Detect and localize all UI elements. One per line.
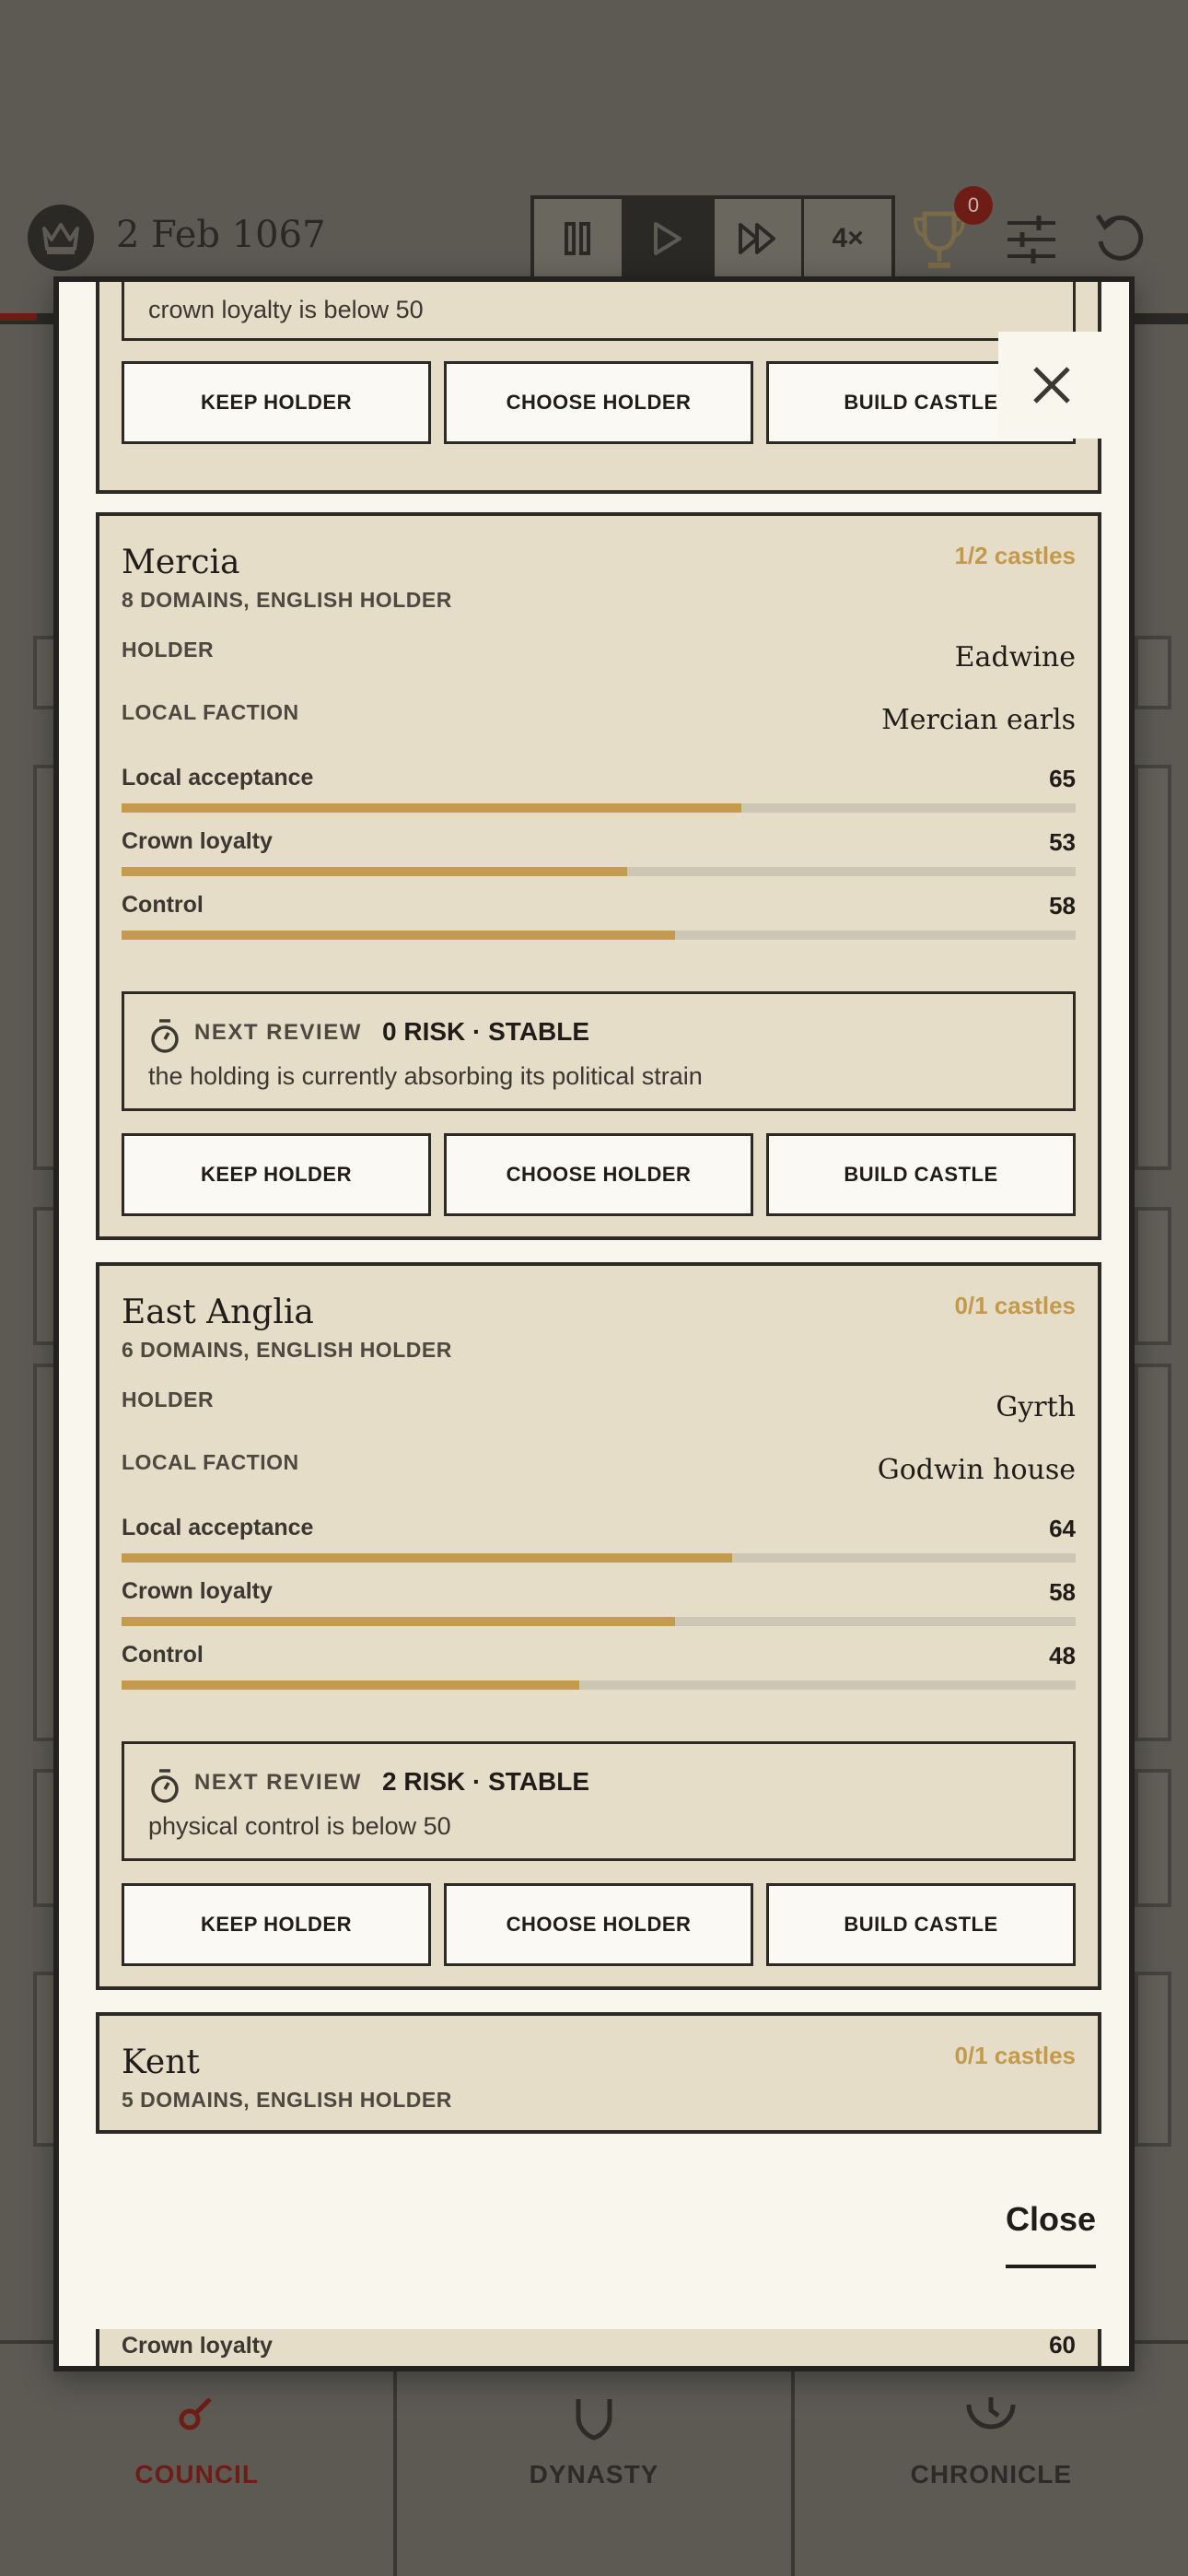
pause-icon: [564, 222, 591, 255]
holding-card-east-anglia: [96, 1262, 1101, 1990]
holding-card: [96, 282, 1101, 494]
holding-name: Kent: [122, 2043, 200, 2081]
local-acceptance-bar: [122, 1553, 1076, 1563]
speed-controls: [530, 195, 895, 282]
clock-icon: [963, 2395, 1019, 2441]
meter-label: Control: [122, 1642, 204, 1668]
meter-value: 65: [1049, 765, 1076, 792]
achievements-badge: 0: [954, 186, 993, 225]
review-panel: [122, 991, 1076, 1111]
meter-value: 60: [1049, 2331, 1076, 2359]
play-icon: [652, 221, 683, 256]
meter-fill: [122, 1617, 675, 1626]
holding-name: Mercia: [122, 544, 240, 581]
meter-fill: [122, 803, 741, 813]
holding-card-kent: [96, 2012, 1101, 2134]
game-date: 2 Feb 1067: [116, 214, 326, 256]
build-castle-button[interactable]: BUILD CASTLE: [766, 1883, 1076, 1966]
meter-label: Crown loyalty: [122, 1578, 273, 1604]
shield-icon: [571, 2395, 617, 2441]
holdings-scroll-area[interactable]: [59, 282, 1129, 2134]
castle-count: 0/1 castles: [954, 1292, 1076, 1319]
meter-label: Crown loyalty: [122, 828, 273, 854]
holder-value: Eadwine: [954, 641, 1076, 673]
card-actions: [122, 1883, 1076, 1966]
crown-icon: [41, 219, 81, 256]
review-risk: 2 RISK · STABLE: [382, 1767, 590, 1796]
meter-fill: [122, 1680, 579, 1690]
choose-holder-button[interactable]: CHOOSE HOLDER: [444, 1883, 753, 1966]
card-actions: [122, 1133, 1076, 1216]
holding-name: East Anglia: [122, 1294, 314, 1331]
local-faction-label: LOCAL FACTION: [122, 1450, 299, 1474]
nav-chronicle-label: CHRONICLE: [910, 2460, 1073, 2488]
meter-value: 64: [1049, 1515, 1076, 1542]
review-description: physical control is below 50: [148, 1812, 451, 1840]
review-description: the holding is currently absorbing its political strain: [148, 1062, 703, 1090]
review-risk: 0 RISK · STABLE: [382, 1017, 590, 1046]
nav-chronicle[interactable]: [795, 2344, 1188, 2576]
restart-icon: [1092, 210, 1149, 267]
build-castle-button[interactable]: BUILD CASTLE: [766, 1133, 1076, 1216]
fast-forward-icon: [738, 222, 778, 255]
background-panel: [1135, 1207, 1171, 1345]
crown-loyalty-bar: [122, 1617, 1076, 1626]
meter-label: Crown loyalty: [122, 2333, 273, 2359]
background-panel: [1135, 1769, 1171, 1907]
meter-fill: [122, 1553, 732, 1563]
keep-holder-button[interactable]: KEEP HOLDER: [122, 1133, 431, 1216]
crown-avatar[interactable]: [28, 205, 94, 271]
close-button[interactable]: Close: [1006, 2200, 1096, 2268]
next-review-label: NEXT REVIEW: [194, 1020, 362, 1045]
background-panel: [1135, 765, 1171, 1170]
local-faction-value: Godwin house: [877, 1454, 1076, 1486]
local-faction-value: Mercian earls: [881, 704, 1076, 736]
meter-value: 58: [1049, 892, 1076, 919]
council-icon: [169, 2395, 225, 2441]
local-faction-label: LOCAL FACTION: [122, 700, 299, 724]
background-panel: [1135, 1972, 1171, 2147]
nav-council[interactable]: [0, 2344, 397, 2576]
holding-card-mercia: [96, 512, 1101, 1240]
meter-label: Control: [122, 892, 204, 918]
pause-button[interactable]: [534, 199, 624, 278]
holding-subtitle: 5 DOMAINS, ENGLISH HOLDER: [122, 2088, 452, 2112]
holdings-modal: [53, 276, 1135, 2371]
background-panel: [1135, 1364, 1171, 1741]
holder-label: HOLDER: [122, 638, 215, 662]
meter-label: Local acceptance: [122, 1515, 314, 1540]
meter-fill: [122, 931, 675, 940]
meter-label: Local acceptance: [122, 765, 314, 790]
timer-icon: [148, 1768, 181, 1805]
crown-loyalty-bar: [122, 2370, 1076, 2371]
sliders-icon: [1004, 212, 1059, 267]
speed-multiplier-button[interactable]: 4×: [832, 223, 864, 253]
review-description: crown loyalty is below 50: [148, 296, 424, 323]
peek-card-row: [96, 2329, 1101, 2371]
build-castle-button[interactable]: BUILD CASTLE: [766, 361, 1076, 444]
fast-forward-button[interactable]: [715, 199, 805, 278]
keep-holder-button[interactable]: KEEP HOLDER: [122, 361, 431, 444]
nav-dynasty-label: DYNASTY: [529, 2460, 659, 2488]
close-modal-button[interactable]: [998, 332, 1105, 439]
holder-value: Gyrth: [996, 1391, 1076, 1423]
control-bar: [122, 1680, 1076, 1690]
castle-count: 1/2 castles: [954, 542, 1076, 569]
keep-holder-button[interactable]: KEEP HOLDER: [122, 1883, 431, 1966]
nav-council-label: COUNCIL: [134, 2460, 259, 2488]
holder-label: HOLDER: [122, 1388, 215, 1411]
local-acceptance-bar: [122, 803, 1076, 813]
timer-icon: [148, 1018, 181, 1055]
choose-holder-button[interactable]: CHOOSE HOLDER: [444, 361, 753, 444]
card-actions: [122, 361, 1076, 444]
meter-fill: [122, 2370, 694, 2371]
meter-value: 53: [1049, 828, 1076, 856]
next-review-label: NEXT REVIEW: [194, 1770, 362, 1795]
meter-value: 48: [1049, 1642, 1076, 1669]
bottom-navigation: [0, 2340, 1188, 2576]
castle-count: 0/1 castles: [954, 2042, 1076, 2069]
meter-value: 58: [1049, 1578, 1076, 1606]
control-bar: [122, 931, 1076, 940]
play-button[interactable]: [624, 199, 715, 278]
choose-holder-button[interactable]: CHOOSE HOLDER: [444, 1133, 753, 1216]
settings-button[interactable]: [1004, 212, 1059, 267]
holding-subtitle: 6 DOMAINS, ENGLISH HOLDER: [122, 1338, 452, 1362]
review-panel: [122, 1741, 1076, 1861]
meter-fill: [122, 867, 627, 876]
holding-subtitle: 8 DOMAINS, ENGLISH HOLDER: [122, 588, 452, 612]
review-panel: [122, 282, 1076, 341]
nav-dynasty[interactable]: [397, 2344, 794, 2576]
crown-loyalty-bar: [122, 867, 1076, 876]
restart-button[interactable]: [1092, 210, 1149, 267]
close-icon: [1031, 365, 1072, 405]
background-panel: [1135, 636, 1171, 709]
